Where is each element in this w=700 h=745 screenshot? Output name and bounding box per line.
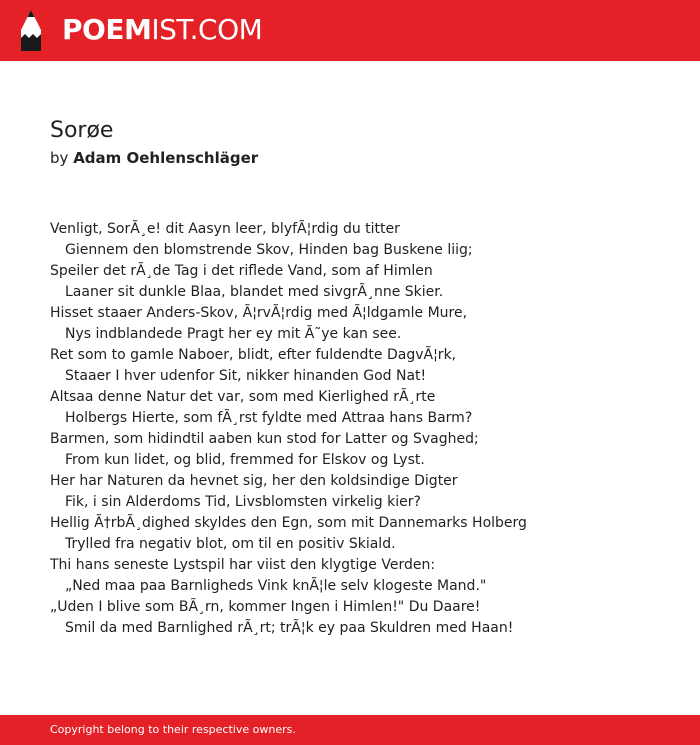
site-logo[interactable] (62, 12, 262, 48)
poem-line: „Uden I blive som BÃ¸rn, kommer Ingen i Himlen!" Du Daare! (50, 599, 481, 615)
poem-line: Her har Naturen da hevnet sig, her den koldsindige Digter (50, 473, 458, 489)
poem-line: Thi hans seneste Lystspil har viist den klygtige Verden: (50, 557, 436, 573)
poem-line: Nys indblandede Pragt her ey mit Ã˜ye kan see. (65, 326, 402, 342)
poem-line: „Ned maa paa Barnligheds Vink knÃ¦le selv klogeste Mand." (65, 578, 487, 594)
poem-line: Speiler det rÃ¸de Tag i det riflede Vand, som af Himlen (50, 263, 433, 279)
poem-line: Trylled fra negativ blot, om til en positiv Skiald. (65, 536, 396, 552)
poem-line: Laaner sit dunkle Blaa, blandet med sivgrÃ¸nne Skier. (65, 284, 444, 300)
poem-line: Ret som to gamle Naboer, blidt, efter fuldendte DagvÃ¦rk, (50, 347, 457, 363)
poem-line: Giennem den blomstrende Skov, Hinden bag Buskene liig; (65, 242, 473, 258)
poem-line: Fik, i sin Alderdoms Tid, Livsblomsten virkelig kier? (65, 494, 421, 510)
site-footer (0, 715, 700, 745)
poem-byline (50, 147, 258, 169)
pencil-tip-icon[interactable] (19, 10, 43, 51)
poem-line: Smil da med Barnlighed rÃ¸rt; trÃ¦k ey paa Skuldren med Haan! (65, 620, 514, 636)
poem-line: Hellig Ã†rbÃ¸dighed skyldes den Egn, som mit Dannemarks Holberg (50, 515, 527, 531)
poem-line: Hisset staaer Anders-Skov, Ã¦rvÃ¦rdig med Ã¦ldgamle Mure, (50, 305, 468, 321)
poem-line: Altsaa denne Natur det var, som med Kierlighed rÃ¸rte (50, 389, 436, 405)
poem-line: Venligt, SorÃ¸e! dit Aasyn leer, blyfÃ¦rdig du titter (50, 221, 400, 237)
logo-thin-part: IST.COM (151, 13, 263, 46)
logo-bold-part: POEM (62, 13, 152, 46)
site-header (0, 0, 700, 61)
by-label: by (50, 149, 69, 167)
poem-line: From kun lidet, og blid, fremmed for Elskov og Lyst. (65, 452, 425, 468)
copyright-text: Copyright belong to their respective owners. (50, 723, 296, 736)
poem-title: Sorøe (50, 118, 114, 143)
author-name[interactable]: Adam Oehlenschläger (73, 149, 259, 167)
poem-line: Barmen, som hidindtil aaben kun stod for Latter og Svaghed; (50, 431, 479, 447)
poem-line: Holbergs Hierte, som fÃ¸rst fyldte med Attraa hans Barm? (65, 410, 473, 426)
poem-line: Staaer I hver udenfor Sit, nikker hinanden God Nat! (65, 368, 427, 384)
poem-body (50, 219, 670, 639)
